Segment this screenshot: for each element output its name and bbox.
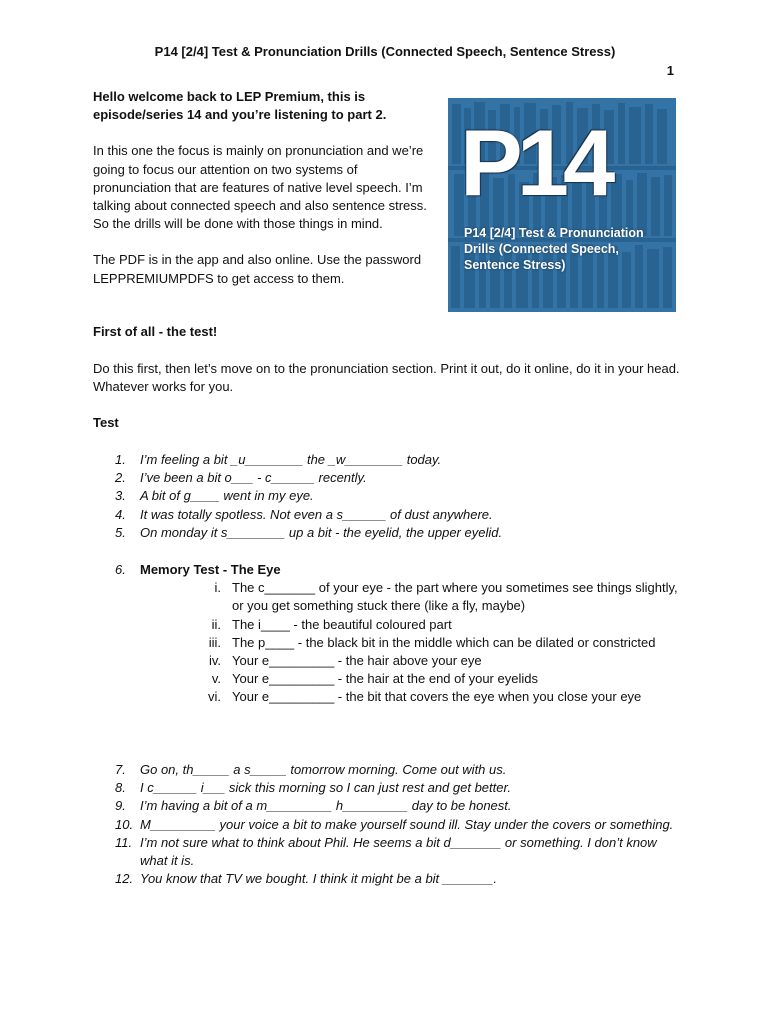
question-number: 2. [115, 470, 126, 486]
question-text: M_________ your voice a bit to make yourself sound ill. Stay under the covers or something. [140, 816, 674, 832]
roman-numeral: iv. [208, 653, 221, 669]
question-item [93, 487, 683, 505]
memory-item-text: The i____ - the beautiful coloured part [232, 616, 452, 632]
memory-test-heading [93, 561, 683, 579]
question-number: 5. [115, 524, 126, 540]
roman-numeral: i. [214, 580, 221, 596]
cover-subtitle: P14 [2/4] Test & Pronunciation Drills (Connected Speech, Sentence Stress) [464, 226, 644, 272]
question-number: 7. [115, 762, 126, 777]
memory-item-text: The p____ - the black bit in the middle which can be dilated or constricted [232, 634, 656, 650]
memory-item [93, 652, 683, 670]
intro-pdf: The PDF is in the app and also online. Use the password LEPPREMIUMPDFS to get access to them. [93, 252, 422, 286]
memory-item-text: Your e_________ - the bit that covers the eye when you close your eye [232, 689, 642, 705]
question-text: On monday it s________ up a bit - the eyelid, the upper eyelid. [140, 524, 503, 540]
memory-test-items [93, 579, 683, 706]
question-item [93, 870, 683, 888]
question-number: 9. [115, 798, 126, 814]
memory-item [93, 616, 683, 634]
memory-item-text: Your e_________ - the hair above your eye [232, 653, 482, 669]
question-item [93, 816, 683, 834]
first-heading: First of all - the test! [93, 324, 218, 339]
question-item [93, 469, 683, 487]
intro-greeting: Hello welcome back to LEP Premium, this is episode/series 14 and you’re listening to part 2. [93, 89, 387, 123]
roman-numeral: vi. [208, 689, 221, 705]
memory-item [93, 688, 683, 706]
episode-cover-image [448, 98, 676, 312]
memory-item-text: Your e_________ - the hair at the end of your eyelids [232, 671, 538, 687]
question-number: 11. [115, 834, 133, 850]
question-item [93, 779, 683, 797]
question-item [93, 506, 683, 524]
memory-test-section [93, 561, 683, 707]
question-number: 8. [115, 780, 126, 796]
question-text: I’ve been a bit o___ - c______ recently. [140, 470, 367, 486]
question-text: You know that TV we bought. I think it might be a bit _______. [140, 871, 498, 887]
question-number: 6. [115, 562, 126, 577]
question-number: 12. [115, 871, 134, 887]
question-text: It was totally spotless. Not even a s______ of dust anywhere. [140, 506, 493, 522]
instructions: Do this first, then let’s move on to the pronunciation section. Print it out, do it online, do it in your head. Whatever works for you. [93, 361, 680, 395]
test-questions-part-1 [93, 451, 683, 542]
memory-item [93, 634, 683, 652]
memory-item [93, 579, 683, 615]
question-text: I c______ i___ sick this morning so I can just rest and get better. [140, 780, 511, 796]
cover-big-text: P14 [460, 110, 610, 215]
roman-numeral: iii. [208, 634, 221, 650]
question-item [93, 451, 683, 469]
question-item [93, 761, 683, 779]
intro-section [93, 88, 438, 306]
question-text: I’m not sure what to think about Phil. He seems a bit d_______ or something. I don’t know what it is. [140, 834, 657, 869]
page-number: 1 [666, 63, 674, 78]
question-text: I’m feeling a bit _u________ the _w________ today. [140, 452, 442, 467]
memory-item-text: The c_______ of your eye - the part where you sometimes see things slightly, or you get something stuck there (like a fly, maybe) [232, 580, 678, 614]
question-number: 3. [115, 488, 126, 504]
question-number: 4. [115, 506, 126, 522]
roman-numeral: ii. [211, 616, 221, 632]
intro-focus: In this one the focus is mainly on pronunciation and we’re going to focus our attention on two systems of pronunciation that are features of native level speech. I’m talking about connected speech and also sentence stress. So the drills will be done with those things in mind. [93, 143, 427, 232]
document-title: P14 [2/4] Test & Pronunciation Drills (Connected Speech, Sentence Stress) [154, 44, 616, 59]
test-questions-part-2 [93, 761, 683, 888]
roman-numeral: v. [211, 671, 221, 687]
question-text: I’m having a bit of a m_________ h_________ day to be honest. [140, 798, 512, 814]
question-item [93, 797, 683, 815]
memory-test-title: Memory Test - The Eye [140, 562, 281, 577]
question-number: 10. [115, 816, 134, 832]
question-text: Go on, th_____ a s_____ tomorrow morning. Come out with us. [140, 762, 507, 777]
question-item [93, 524, 683, 542]
test-heading: Test [93, 415, 119, 430]
question-number: 1. [115, 452, 126, 467]
memory-item [93, 670, 683, 688]
question-text: A bit of g____ went in my eye. [140, 488, 314, 504]
question-item [93, 834, 683, 870]
